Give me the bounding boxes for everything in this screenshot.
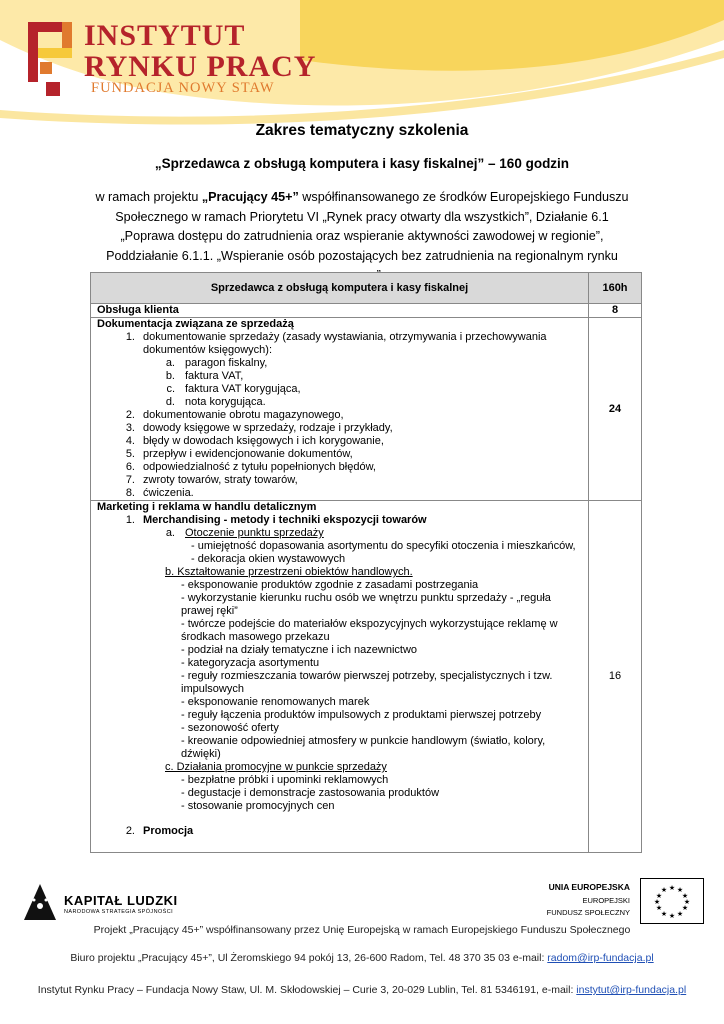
module-hours: 16	[608, 670, 622, 682]
list-item: 2. dokumentowanie obrotu magazynowego,	[125, 409, 344, 421]
svg-text:★: ★	[653, 898, 661, 906]
list-item: - podział na działy tematyczne i ich nazewnictwo	[181, 644, 418, 656]
doc-intro: w ramach projektu „Pracujący 45+” współfinansowanego ze środków Europejskiego Funduszu Społecznego w ramach Priorytetu VI „Rynek pracy otwarty dla wszystkich”, Działanie 6.1 „Poprawa dostępu do zatrudnienia oraz wspieranie aktywności zawodowej w regionie”, Poddziałanie 6.1.1. „Wspieranie osób pozostających bez zatrudnienia na regionalnym rynku	[95, 190, 629, 263]
module-hours: 24	[608, 402, 622, 415]
svg-text:★: ★	[676, 886, 684, 894]
list-item: b. Kształtowanie przestrzeni obiektów handlowych.	[165, 566, 413, 578]
list-item: c. Działania promocyjne w punkcie sprzedaży	[165, 761, 387, 773]
module-hours: 8	[611, 304, 619, 316]
table-row	[91, 304, 642, 318]
kl-subtitle: NARODOWA STRATEGIA SPÓJNOŚCI	[64, 909, 173, 915]
list-item: 3. dowody księgowe w sprzedaży, rodzaje i przykłady,	[125, 422, 393, 434]
list-item: - dekoracja okien wystawowych	[191, 553, 346, 565]
header-title: Sprzedawca z obsługą komputera i kasy fiskalnej	[91, 273, 589, 304]
list-item: 5. przepływ i ewidencjonowanie dokumentów,	[125, 448, 353, 460]
list-item: 2. Promocja	[125, 825, 194, 837]
list-item: a. paragon fiskalny,	[165, 357, 268, 369]
eu-line3: FUNDUSZ SPOŁECZNY	[546, 908, 630, 917]
svg-text:★: ★	[655, 904, 663, 912]
logo-subtitle: FUNDACJA NOWY STAW	[91, 80, 275, 96]
table-row	[91, 318, 642, 501]
list-item: - twórcze podejście do materiałów ekspozycyjnych wykorzystujące reklamę w środkach masowego przekazu	[181, 618, 558, 643]
table-header-row	[91, 273, 642, 304]
list-item: 8. ćwiczenia.	[125, 487, 194, 499]
list-item: 7. zwroty towarów, straty towarów,	[125, 474, 298, 486]
kl-name: KAPITAŁ LUDZKI	[64, 893, 178, 908]
svg-text:★: ★	[668, 884, 676, 892]
list-item: 1. Merchandising - metody i techniki ekspozycji towarów	[125, 514, 427, 526]
list-item: a. Otoczenie punktu sprzedaży	[165, 527, 324, 539]
list-item: - umiejętność dopasowania asortymentu do specyfiki otoczenia i mieszkańców,	[191, 540, 576, 552]
table-row	[91, 501, 642, 853]
list-item: 4. błędy w dowodach księgowych i ich korygowanie,	[125, 435, 384, 447]
email-link[interactable]: instytut@irp-fundacja.pl	[576, 984, 687, 996]
email-link[interactable]: radom@irp-fundacja.pl	[547, 952, 654, 964]
svg-text:★: ★	[655, 892, 663, 900]
list-item: - eksponowanie renomowanych marek	[181, 696, 370, 708]
kapital-ludzki-logo-icon	[20, 880, 60, 924]
list-item: 6. odpowiedzialność z tytułu popełnionych błędów,	[125, 461, 376, 473]
list-item: - degustacje i demonstracje zastosowania produktów	[181, 787, 440, 799]
footer-line3: Instytut Rynku Pracy – Fundacja Nowy Staw, Ul. M. Skłodowskiej – Curie 3, 20-029 Lublin, Tel. 81 5346191, e-mail: instytut@irp-fundacja.pl	[37, 984, 687, 996]
list-item: - kategoryzacja asortymentu	[181, 657, 320, 669]
module-title: Obsługa klienta	[97, 304, 179, 316]
list-item: - kreowanie odpowiedniej atmosfery w punkcie handlowym (światło, kolory, dźwięki)	[181, 735, 546, 760]
list-item: - stosowanie promocyjnych cen	[181, 800, 335, 812]
svg-text:★: ★	[676, 910, 684, 918]
svg-text:★: ★	[681, 904, 689, 912]
svg-text:★: ★	[660, 910, 668, 918]
eu-line1: UNIA EUROPEJSKA	[548, 882, 630, 892]
doc-subtitle: „Sprzedawca z obsługą komputera i kasy fiskalnej” – 160 godzin	[154, 156, 570, 171]
svg-text:★: ★	[660, 886, 668, 894]
footer-line2: Biuro projektu „Pracujący 45+”, Ul Żeromskiego 94 pokój 13, 26-600 Radom, Tel. 48 370 35 03 e-mail: radom@irp-fundacja.pl	[70, 952, 654, 964]
list-item: d. nota korygująca.	[165, 396, 266, 408]
svg-text:★: ★	[668, 912, 676, 920]
syllabus-table	[90, 272, 642, 853]
svg-text:★: ★	[683, 898, 691, 906]
list-item: - reguły łączenia produktów impulsowych z produktami pierwszej potrzeby	[181, 709, 542, 721]
list-item: b. faktura VAT,	[165, 370, 244, 382]
doc-title: Zakres tematyczny szkolenia	[255, 122, 469, 139]
logo-text: INSTYTUT RYNKU PRACY	[84, 19, 317, 83]
header-hours: 160h	[589, 273, 642, 304]
list-item: - reguły rozmieszczania towarów pierwszej potrzeby, specjalistycznych i tzw. impulsowych	[181, 670, 553, 695]
list-item: c. faktura VAT korygująca,	[166, 383, 301, 395]
eu-flag-icon	[640, 878, 704, 924]
list-item: - eksponowanie produktów zgodnie z zasadami postrzegania	[181, 579, 479, 591]
svg-text:★: ★	[681, 892, 689, 900]
footer-line1: Projekt „Pracujący 45+” współfinansowany przez Unię Europejską w ramach Europejskiego Funduszu Społecznego	[93, 924, 631, 936]
module-title: Marketing i reklama w handlu detalicznym	[97, 501, 317, 513]
list-item: - sezonowość oferty	[181, 722, 279, 734]
list-item: 1. dokumentowanie sprzedaży (zasady wystawiania, otrzymywania i przechowywania dokumentów księgowych):	[125, 331, 547, 356]
list-item: - wykorzystanie kierunku ruchu osób we wnętrzu punktu sprzedaży - „reguła prawej ręki”	[181, 592, 551, 617]
list-item: - bezpłatne próbki i upominki reklamowych	[181, 774, 389, 786]
module-title: Dokumentacja związana ze sprzedażą	[97, 318, 294, 330]
eu-line2: EUROPEJSKI	[582, 896, 630, 905]
